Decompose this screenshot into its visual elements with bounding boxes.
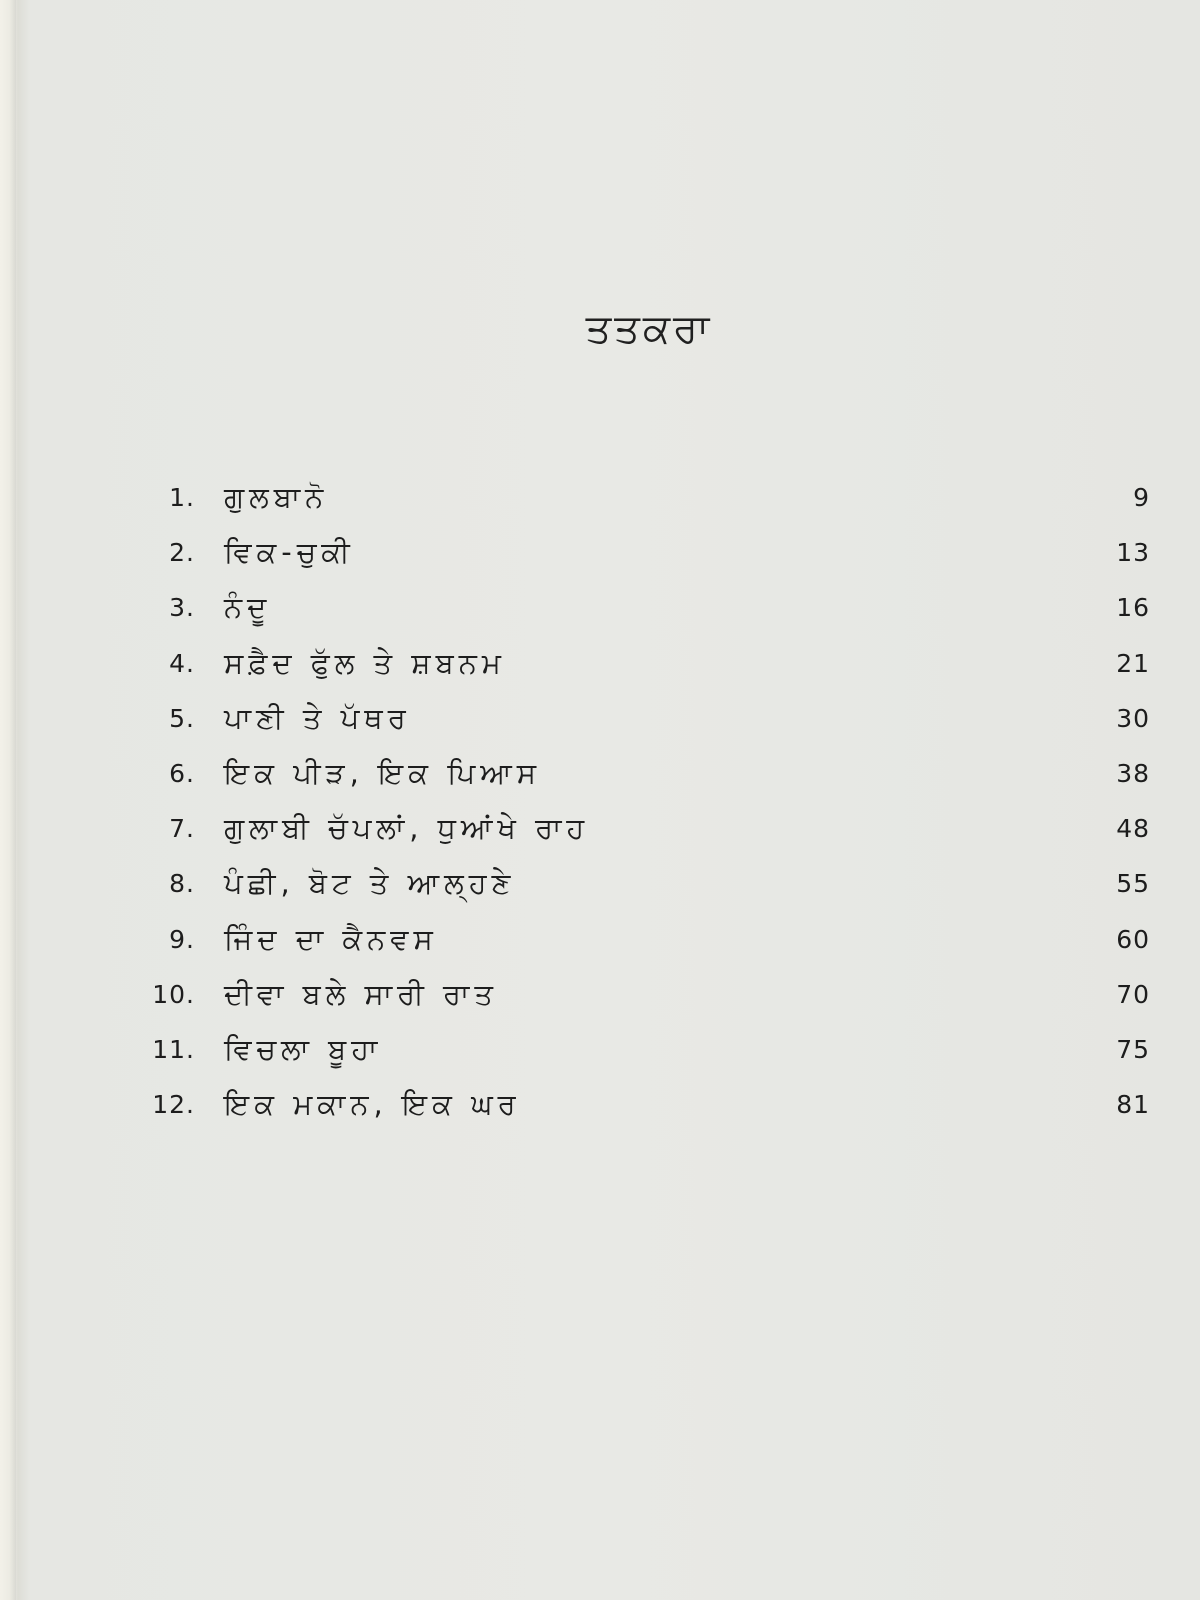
toc-entry xyxy=(150,1077,1150,1132)
entry-number: 5. xyxy=(169,703,195,733)
toc-entry xyxy=(150,856,1150,911)
entry-number: 4. xyxy=(169,648,195,678)
entry-page-number: 21 xyxy=(1116,648,1150,678)
entry-title: ਜਿੰਦ ਦਾ ਕੈਨਵਸ xyxy=(224,921,438,956)
toc-entry xyxy=(150,801,1150,856)
entry-number: 2. xyxy=(169,538,195,568)
toc-entry xyxy=(150,525,1150,580)
entry-title: ਗੁਲਬਾਨੋ xyxy=(224,480,329,514)
entry-number: 6. xyxy=(169,758,195,788)
entry-number: 10. xyxy=(152,979,195,1009)
entry-page-number: 81 xyxy=(1116,1090,1150,1120)
contents-list xyxy=(150,470,1150,1132)
toc-entry xyxy=(150,746,1150,801)
entry-title: ਵਿਚਲਾ ਬੂਹਾ xyxy=(224,1031,383,1066)
entry-title: ਨੰਦੂ xyxy=(224,590,272,625)
entry-title: ਦੀਵਾ ਬਲੇ ਸਾਰੀ ਰਾਤ xyxy=(224,976,498,1011)
entry-number: 8. xyxy=(169,869,195,899)
entry-title: ਗੁਲਾਬੀ ਚੱਪਲਾਂ, ਧੁਆਂਖੇ ਰਾਹ xyxy=(224,811,590,846)
toc-entry xyxy=(150,691,1150,746)
toc-entry xyxy=(150,636,1150,691)
toc-entry xyxy=(150,912,1150,967)
toc-entry xyxy=(150,580,1150,635)
toc-entry xyxy=(150,1022,1150,1077)
entry-title: ਇਕ ਪੀੜ, ਇਕ ਪਿਆਸ xyxy=(224,755,542,790)
entry-page-number: 30 xyxy=(1116,703,1150,733)
entry-number: 12. xyxy=(152,1090,195,1120)
entry-number: 11. xyxy=(152,1034,195,1064)
page-edge xyxy=(0,0,16,1600)
entry-page-number: 70 xyxy=(1116,979,1150,1009)
entry-number: 1. xyxy=(169,483,195,512)
entry-number: 3. xyxy=(169,593,195,623)
entry-page-number: 48 xyxy=(1116,814,1150,844)
entry-page-number: 38 xyxy=(1116,758,1150,788)
entry-number: 7. xyxy=(169,814,195,844)
entry-title: ਪੰਛੀ, ਬੋਟ ਤੇ ਆਲ੍ਹਣੇ xyxy=(224,866,516,901)
contents-heading: ਤਤਕਰਾ xyxy=(585,306,713,352)
entry-number: 9. xyxy=(169,924,195,954)
toc-entry xyxy=(150,967,1150,1022)
entry-title: ਪਾਣੀ ਤੇ ਪੱਥਰ xyxy=(224,700,411,735)
entry-page-number: 55 xyxy=(1116,869,1150,899)
entry-title: ਇਕ ਮਕਾਨ, ਇਕ ਘਰ xyxy=(224,1087,521,1122)
entry-page-number: 9 xyxy=(1133,483,1150,512)
entry-page-number: 13 xyxy=(1116,538,1150,568)
toc-entry xyxy=(150,470,1150,525)
entry-title: ਸਫ਼ੈਦ ਫੁੱਲ ਤੇ ਸ਼ਬਨਮ xyxy=(224,645,506,680)
entry-page-number: 75 xyxy=(1116,1034,1150,1064)
entry-page-number: 60 xyxy=(1116,924,1150,954)
entry-title: ਵਿਕ-ਚੁਕੀ xyxy=(224,535,355,570)
entry-page-number: 16 xyxy=(1116,593,1150,623)
